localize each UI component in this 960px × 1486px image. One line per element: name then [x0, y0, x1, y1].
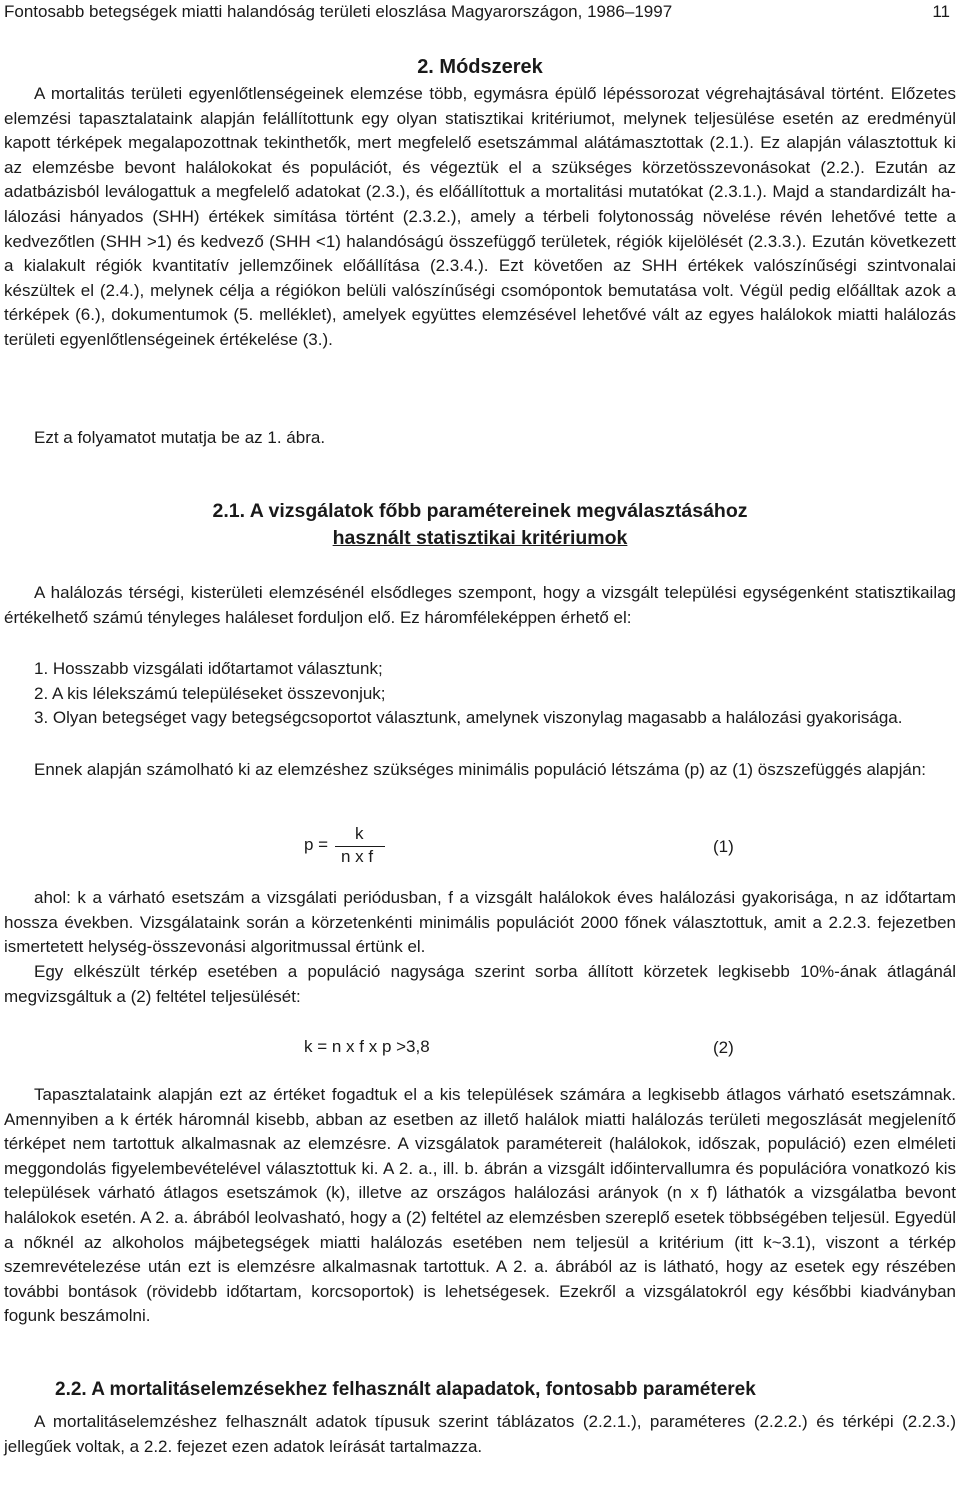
list-item: 2. A kis lélekszámú településeket összevonjuk;: [34, 684, 386, 703]
page-number: 11: [932, 2, 950, 21]
formula-2-expression: k = n x f x p >3,8: [304, 1037, 430, 1056]
section-2-1-title-line-1: 2.1. A vizsgálatok főbb paramétereinek megválasztásához: [212, 500, 748, 522]
formula-1-lhs: p =: [304, 835, 329, 854]
formula-1-denominator: n x f: [341, 847, 374, 866]
section-2-title: 2. Módszerek: [417, 56, 543, 78]
section-2-1-paragraph-1: A halálozás térségi, kisterületi elemzésénél elsődleges szempont, hogy a vizsgált települési egységenként statisztikailag értékelhető számú tényleges haláleset forduljon elő. Ez háromféleképpen érhető el:: [4, 583, 956, 627]
section-2-1-paragraph-4: Egy elkészült térkép esetében a populáció nagysága szerint sorba állított körzetek legkisebb 10%-ának átlagánál megvizsgáltuk a (2) feltétel teljesülését:: [4, 962, 956, 1006]
section-2-2-title: 2.2. A mortalitáselemzésekhez felhasznált alapadatok, fontosabb paraméterek: [55, 1379, 756, 1400]
running-header: [4, 1, 950, 23]
section-2-1-title: [0, 498, 960, 552]
list-item: 3. Olyan betegséget vagy betegségcsoportot választunk, amelynek viszonylag magasabb a halálozási gyakorisága.: [34, 708, 903, 727]
section-2-1-paragraph-5: Tapasztalataink alapján ezt az értéket fogadtuk el a kis települések számára a legkisebb átlagos várható esetszámnak. Amennyiben a k érték háromnál kisebb, abban az esetben az illető halálok miatti halálozás területi megoszlását megjelenítő térképet nem tartottuk alkalmasnak az elemzésre. A vizsgálatok paramétereit (halálokok, időszak, populáció) ezen elméleti meggondolás figyelembevételével választottuk ki. A 2. a., ill. b. ábrán a vizsgált időintervallumra és populációra vonatkozó kis települések várható átlagos esetszámok (k), illetve az országos halálozási arányok (n x f) láthatók a vizsgálatba bevont halálokok esetén. A 2. a. ábrából leolvasható, hogy a (2) feltétel az elemzésben szereplő esetek többségében teljesül. Egyedül a nőknél az alkoholos májbetegségek miatti halálozás esetében nem teljesül a kritérium (itt k~3.1), viszont a térkép szemrevételezése után ezt is elemzésre alkalmasnak tartottuk. A 2. a. ábrából az is látható, hogy az esetek egy részében további bontások (rövidebb időtartam, korcsoportok) is lehetségesek. Ezekről a vizsgálatokról egy későbbi kiadványban fogunk beszámolni.: [4, 1085, 956, 1326]
formula-1-label: (1): [713, 837, 734, 856]
section-2-2-paragraph-1: A mortalitáselemzéshez felhasznált adatok típusuk szerint táblázatos (2.2.1.), paraméteres (2.2.2.) és térképi (2.2.3.) jellegűek voltak, a 2.2. fejezet ezen adatok leírását tartalmazza.: [4, 1412, 956, 1456]
section-2-1-paragraph-2: Ennek alapján számolható ki az elemzéshez szükséges minimális populáció létszáma (p) az (1) öszszefüggés alapján:: [34, 760, 927, 779]
section-2-1-title-line-2: használt statisztikai kritériumok: [332, 527, 628, 549]
section-2-paragraph-2: Ezt a folyamatot mutatja be az 1. ábra.: [34, 428, 326, 447]
running-title: Fontosabb betegségek miatti halandóság területi eloszlása Magyarországon, 1986–1997: [4, 2, 673, 21]
formula-1-numerator: k: [355, 824, 364, 843]
section-2-paragraph-1: A mortalitás területi egyenlőtlenségeinek elemzése több, egymásra épülő lépéssorozat végrehajtásával történt. Előzetes elemzési tapasztalataink alapján felállítottunk egy olyan statisztikai kritériumot, melynek teljesülése esetén az eredményül kapott térképek megalapozottnak tekinthetők, mert megfelelő esetszámmal alátámasztottak (2.1.). Ez alapján választottuk ki az elemzésbe bevont halálokokat és populációt, és végeztük el a szükséges körzetösszevonásokat (2.2.). Ezután az adatbázisból leválogattuk a megfelelő adatokat (2.3.), és előállítottuk a mortalitási mutatókat (2.3.1.). Majd a standardizált halálozási hányados (SHH) értékek simítása történt (2.3.2.), amely a térbeli folytonosság növelése révén lehetővé tette a kedvezőtlen (SHH >1) és kedvező (SHH <1) halandóságú összefüggő területek, régiók kijelölését (2.3.3.). Ezután következett a kialakult régiók kvantitatív jellemzőinek előállítása (2.3.4.). Ezt követően az SHH értékek valószínűségi szintvonalai készültek el (2.4.), melynek célja a régiókon belüli valószínűségi csomópontok bemutatása volt. Végül pedig előálltak azok a térképek (6.), dokumentumok (5. melléklet), amelyek együttes elemzésével lehetővé vált az egyes halálokok miatti halálozás területi egyenlőtlenségeinek értékelése (3.).: [4, 84, 956, 349]
formula-2-label: (2): [713, 1038, 734, 1057]
section-2-1-paragraph-3: ahol: k a várható esetszám a vizsgálati periódusban, f a vizsgált halálokok éves halálozási gyakorisága, n az időtartam hossza években. Vizsgálataink során a körzetenkénti minimális populációt 2000 főnek választottuk, amit a 2.2.3. fejezetben ismertetett helység-összevonási algoritmussal értünk el.: [4, 888, 956, 957]
list-item: 1. Hosszabb vizsgálati időtartamot választunk;: [34, 659, 383, 678]
